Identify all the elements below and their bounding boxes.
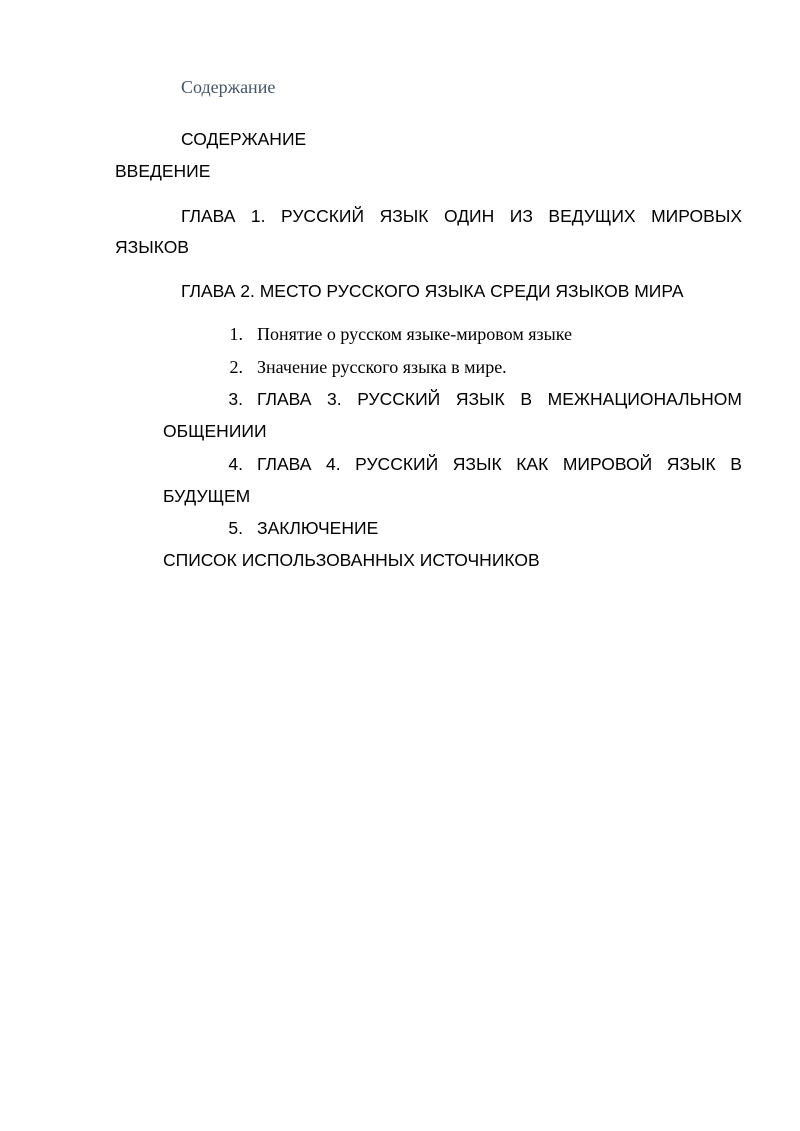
chapter-1-word: ОДИН [443, 206, 495, 226]
list-item-word: ЯЗЫК [455, 389, 505, 409]
list-item-continuation: ОБЩЕНИИИ [163, 421, 267, 441]
list-number: 1. [229, 324, 243, 344]
list-item-word: РУССКИЙ [355, 454, 439, 474]
list-item-word: ЯЗЫК [452, 454, 502, 474]
list-number: 5. [228, 518, 243, 538]
list-item-word: КАК [516, 454, 549, 474]
chapter-1-word: 1. [250, 206, 266, 226]
list-item-word: МЕЖНАЦИОНАЛЬНОМ [547, 389, 742, 409]
chapter-1-word: ИЗ [509, 206, 533, 226]
list-number: 3. [228, 389, 243, 409]
list-number: 4. [228, 454, 243, 474]
list-item [257, 388, 742, 410]
list-item: ЗАКЛЮЧЕНИЕ [257, 518, 379, 538]
chapter-1-word: ЯЗЫК [379, 206, 429, 226]
list-item: Значение русского языка в мире. [257, 357, 507, 377]
toc-entry-introduction: ВВЕДЕНИЕ [115, 161, 211, 181]
toc-entry-references: СПИСОК ИСПОЛЬЗОВАННЫХ ИСТОЧНИКОВ [163, 550, 540, 570]
list-item-word: В [730, 454, 742, 474]
toc-entry-chapter-2: ГЛАВА 2. МЕСТО РУССКОГО ЯЗЫКА СРЕДИ ЯЗЫКОВ МИРА [181, 281, 684, 301]
chapter-1-word: РУССКИЙ [281, 206, 365, 226]
list-item-word: ГЛАВА [257, 454, 312, 474]
list-item-word: 4. [325, 454, 341, 474]
list-item-word: В [520, 389, 533, 409]
contents-title: СОДЕРЖАНИЕ [181, 129, 307, 149]
chapter-1-word: МИРОВЫХ [651, 206, 742, 226]
list-item-word: РУССКИЙ [357, 389, 441, 409]
list-item-word: ЯЗЫК [666, 454, 716, 474]
list-item-continuation: БУДУЩЕМ [163, 486, 251, 506]
toc-heading: Содержание [181, 77, 276, 97]
list-item [257, 453, 742, 475]
list-item-word: МИРОВОЙ [562, 454, 653, 474]
list-item-word: ГЛАВА [257, 389, 312, 409]
list-item-word: 3. [327, 389, 342, 409]
list-number: 2. [229, 357, 243, 377]
toc-entry-chapter-1-continuation: ЯЗЫКОВ [115, 237, 189, 257]
list-item: Понятие о русском языке-мировом языке [257, 324, 572, 344]
chapter-1-word: ВЕДУЩИХ [548, 206, 636, 226]
toc-entry-chapter-1 [181, 205, 742, 227]
chapter-1-word: ГЛАВА [181, 206, 236, 226]
